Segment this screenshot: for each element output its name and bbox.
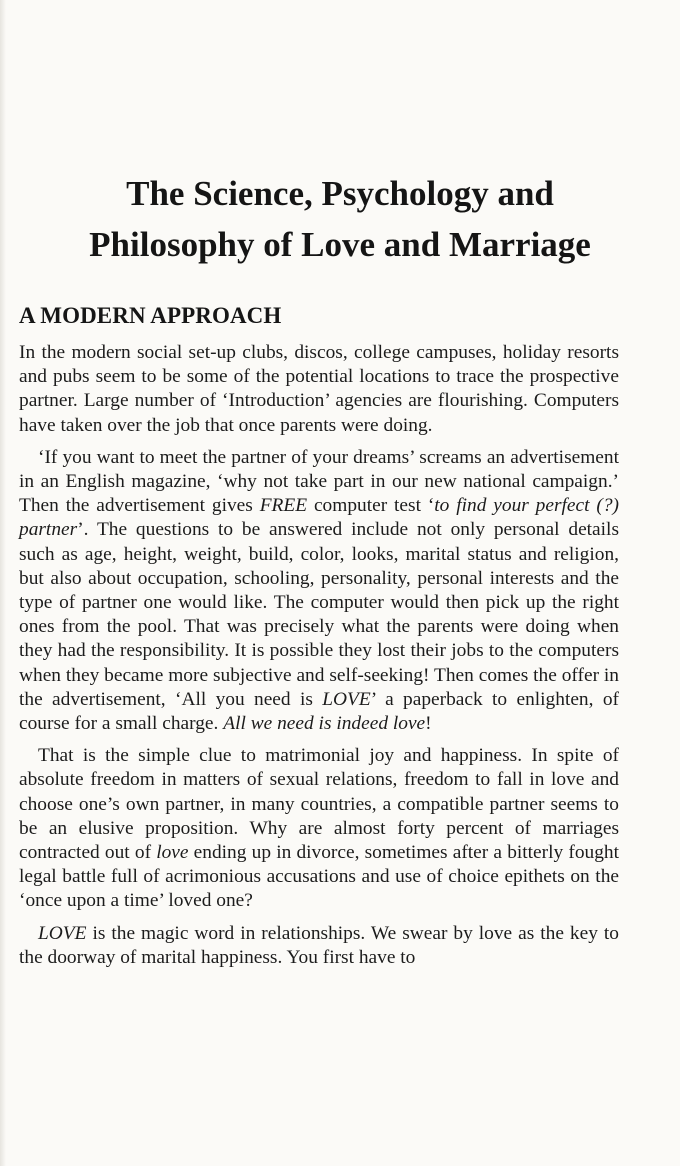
text-run: ending up in divorce, sometimes after a bitterly fought legal battle full of acrimonious accusations and use of choice epithets on the ‘once upon a time’ loved one? (19, 842, 620, 912)
text-run: ‘If you want to meet the partner of your dreams’ screams an advertisement in an English magazine, ‘why not take part in our new national campaign.’ Then the advertisement gives (19, 446, 619, 517)
chapter-title (0, 168, 680, 270)
text-run: is the magic word in relationships. We swear by love as the key to the doorway of marital happiness. You first have to (19, 922, 619, 968)
chapter-title-line-2: Philosophy of Love and Marriage (89, 225, 591, 264)
italic-text-run: FREE (259, 495, 308, 517)
italic-text-run: LOVE (322, 688, 371, 710)
italic-text-run: to find your perfect (?) partner (19, 495, 619, 541)
italic-text-run: love (156, 842, 189, 864)
text-run: computer test ‘ (307, 495, 435, 517)
text-run: ’. The questions to be answered include not only personal details such as age, height, weight, build, color, looks, marital status and religion, but also about occupation, schooling, personality, personal interests and the type of partner one would like. The computer would then pick up the right ones from the pool. That was precisely what the parents were doing when they had the responsibility. It is possible they lost their jobs to the computers when they became more subjective and self-seeking! Then comes the offer in the advertisement, ‘All you need is (19, 519, 619, 710)
text-run: ’ a paperback to enlighten, of course for a small charge. (19, 688, 619, 735)
chapter-title-line-1: The Science, Psychology and (126, 174, 554, 213)
paragraph-3 (19, 744, 619, 913)
italic-text-run: All we need is indeed love (223, 713, 426, 735)
text-run: ! (425, 713, 432, 735)
section-heading: A MODERN APPROACH (19, 303, 282, 328)
body-text (19, 341, 619, 978)
text-run: In the modern social set-up clubs, discos, college campuses, holiday resorts and pubs seem to be some of the potential locations to trace the prospective partner. Large number of ‘Introduction’ agencies are flourishing. Computers have taken over the job that once parents were doing. (19, 342, 619, 436)
italic-text-run: LOVE (38, 922, 87, 944)
paragraph-4 (19, 922, 619, 970)
paragraph-2 (19, 446, 619, 736)
paragraph-1 (19, 341, 619, 438)
text-run: That is the simple clue to matrimonial joy and happiness. In spite of absolute freedom in matters of sexual relations, freedom to fall in love and choose one’s own partner, in many countries, a compatible partner seems to be an elusive proposition. Why are almost forty percent of marriages contracted out of (19, 745, 619, 864)
